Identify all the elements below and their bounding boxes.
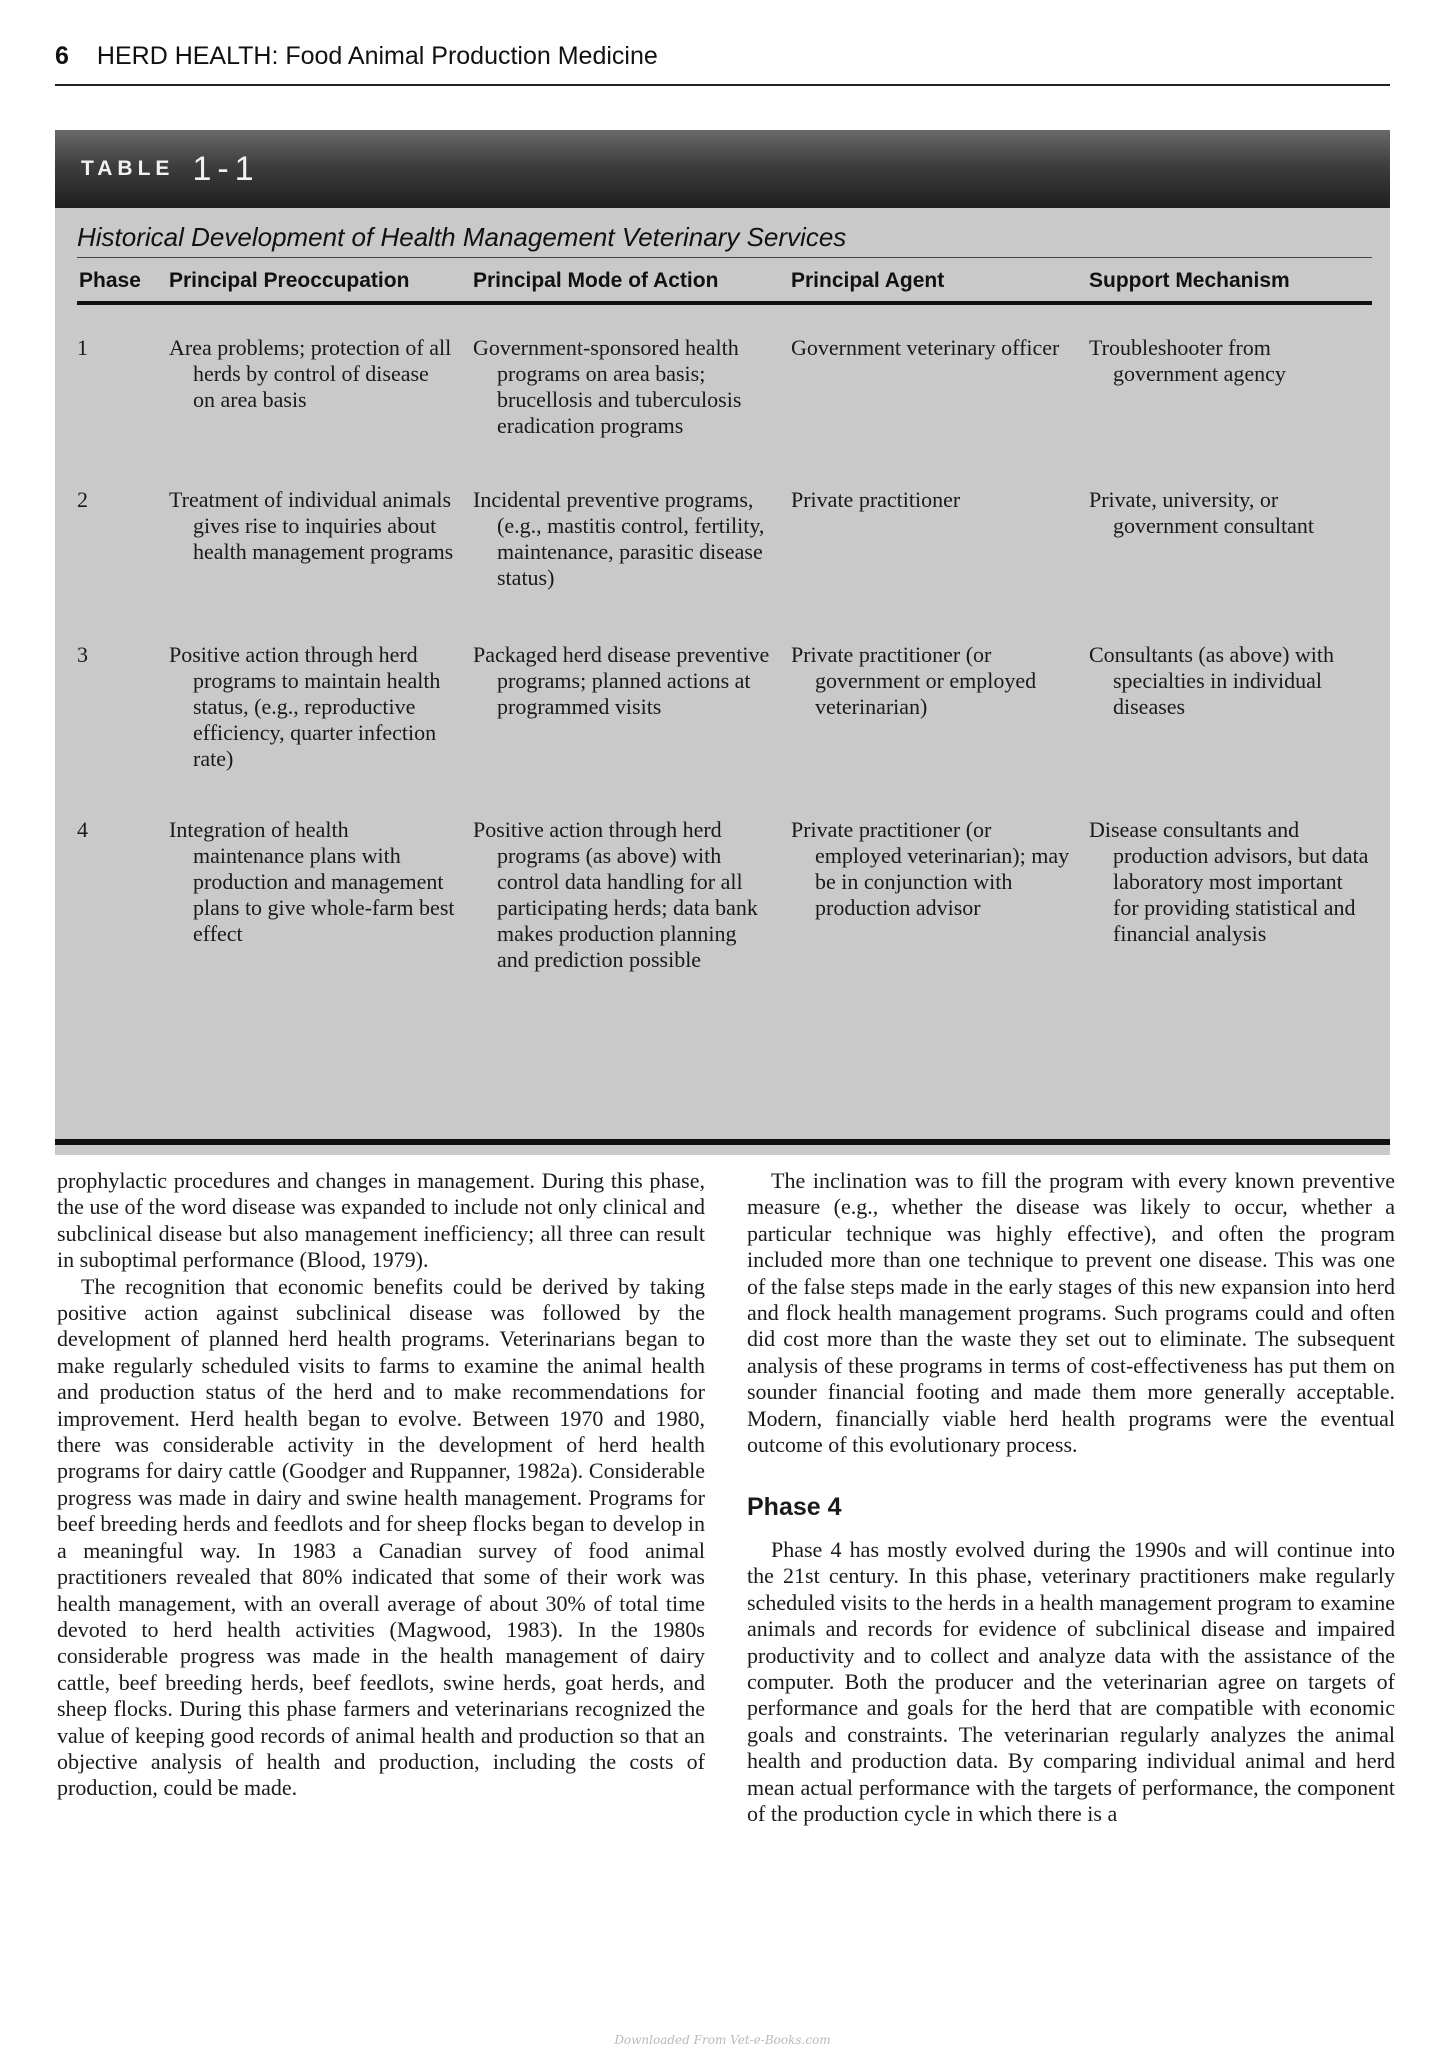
running-title: HERD HEALTH: Food Animal Production Medicine bbox=[96, 42, 658, 70]
cell-phase: 4 bbox=[77, 817, 88, 842]
cell-support: Private, university, or government consultant bbox=[1089, 487, 1315, 538]
page-number: 6 bbox=[55, 42, 69, 70]
table-title: Historical Development of Health Management Veterinary Services bbox=[77, 222, 1372, 258]
cell-mode: Incidental preventive programs, (e.g., mastitis control, fertility, maintenance, parasitic disease status) bbox=[473, 487, 765, 590]
paragraph: prophylactic procedures and changes in management. During this phase, the use of the word disease was expanded to include not only clinical and subclinical disease but also management inefficiency; all three can result in suboptimal performance (Blood, 1979). bbox=[57, 1168, 705, 1273]
header-agent: Principal Agent bbox=[791, 269, 945, 292]
table-header-row bbox=[77, 265, 1372, 305]
paragraph: Phase 4 has mostly evolved during the 1990s and will continue into the 21st century. In this phase, veterinary practitioners make regularly scheduled visits to the herds in a health management program to examine animals and records for evidence of subclinical disease and impaired productivity and to collect and analyze data with the assistance of the computer. Both the producer and the veterinarian agree on targets of performance and goals for the herd that are compatible with economic goals and constraints. The veterinarian regularly analyzes the animal health and production data. By comparing individual animal and herd mean actual performance with the targets of performance, the component of the production cycle in which there is a bbox=[747, 1536, 1395, 1826]
cell-phase: 1 bbox=[77, 335, 88, 360]
paragraph: The recognition that economic benefits could be derived by taking positive action against subclinical disease was followed by the development of planned herd health programs. Veterinarians began to make regularly scheduled visits to farms to examine the animal health and production status of the herd and to make recommendations for improvement. Herd health began to evolve. Between 1970 and 1980, there was considerable activity in the development of herd health programs for dairy cattle (Goodger and Ruppanner, 1982a). Considerable progress was made in dairy and swine health management. Programs for beef breeding herds and feedlots and for sheep flocks began to develop in a meaningful way. In 1983 a Canadian survey of food animal practitioners revealed that 80% indicated that some of their work was health management, with an overall average of about 30% of total time devoted to herd health activities (Magwood, 1983). In the 1980s considerable progress was made in the health management of dairy cattle, beef breeding herds, beef feedlots, swine herds, goat herds, and sheep flocks. During this phase farmers and veterinarians recognized the value of keeping good records of animal health and production so that an objective analysis of health and production, including the costs of production, could be made. bbox=[57, 1273, 705, 1801]
cell-mode: Packaged herd disease preventive programs; planned actions at programmed visits bbox=[473, 642, 770, 719]
cell-support: Disease consultants and production advisors, but data laboratory most important for providing statistical and financial analysis bbox=[1089, 817, 1369, 946]
cell-agent: Private practitioner (or employed veterinarian); may be in conjunction with production advisor bbox=[791, 817, 1070, 920]
cell-phase: 2 bbox=[77, 487, 88, 512]
section-heading: Phase 4 bbox=[747, 1493, 842, 1522]
cell-agent: Private practitioner (or government or employed veterinarian) bbox=[791, 642, 1037, 719]
cell-phase: 3 bbox=[77, 642, 88, 667]
header-phase: Phase bbox=[79, 269, 141, 292]
paragraph: The inclination was to fill the program with every known preventive measure (e.g., whether the disease was likely to occur, whether a particular technique was highly effective), and often the program included more than one technique to prevent one disease. This was one of the false steps made in the early stages of this new expansion into herd and flock health management programs. Such programs could and often did cost more than the waste they set out to eliminate. The subsequent analysis of these programs in terms of cost-effectiveness has put them on sounder financial footing and made them more generally acceptable. Modern, financially viable herd health programs were the eventual outcome of this evolutionary process. bbox=[747, 1168, 1395, 1458]
cell-preoccupation: Positive action through herd programs to maintain health status, (e.g., reproductive efficiency, quarter infection rate) bbox=[169, 642, 441, 771]
table-panel bbox=[55, 130, 1390, 1155]
table-number: 1-1 bbox=[192, 149, 260, 188]
download-watermark: Downloaded From Vet-e-Books.com bbox=[614, 2033, 831, 2047]
table-label: TABLE bbox=[81, 157, 175, 180]
header-mode: Principal Mode of Action bbox=[473, 269, 719, 292]
cell-preoccupation: Integration of health maintenance plans with production and management plans to give whole-farm best effect bbox=[169, 817, 455, 946]
header-preoccupation: Principal Preoccupation bbox=[169, 269, 410, 292]
right-column bbox=[747, 1168, 1395, 1827]
cell-mode: Government-sponsored health programs on area basis; brucellosis and tuberculosis eradication programs bbox=[473, 335, 742, 438]
cell-agent: Government veterinary officer bbox=[791, 335, 1060, 360]
cell-preoccupation: Treatment of individual animals gives rise to inquiries about health management programs bbox=[169, 487, 454, 564]
table-bottom-rule bbox=[55, 1139, 1390, 1145]
cell-support: Consultants (as above) with specialties in individual diseases bbox=[1089, 642, 1335, 719]
cell-mode: Positive action through herd programs (as above) with control data handling for all participating herds; data bank makes production planning and prediction possible bbox=[473, 817, 758, 972]
cell-preoccupation: Area problems; protection of all herds by control of disease on area basis bbox=[169, 335, 452, 412]
header-support: Support Mechanism bbox=[1089, 269, 1290, 292]
cell-support: Troubleshooter from government agency bbox=[1089, 335, 1286, 386]
table-label-bar bbox=[55, 130, 1390, 208]
left-column bbox=[57, 1168, 705, 1802]
cell-agent: Private practitioner bbox=[791, 487, 961, 512]
running-head bbox=[55, 42, 1390, 86]
